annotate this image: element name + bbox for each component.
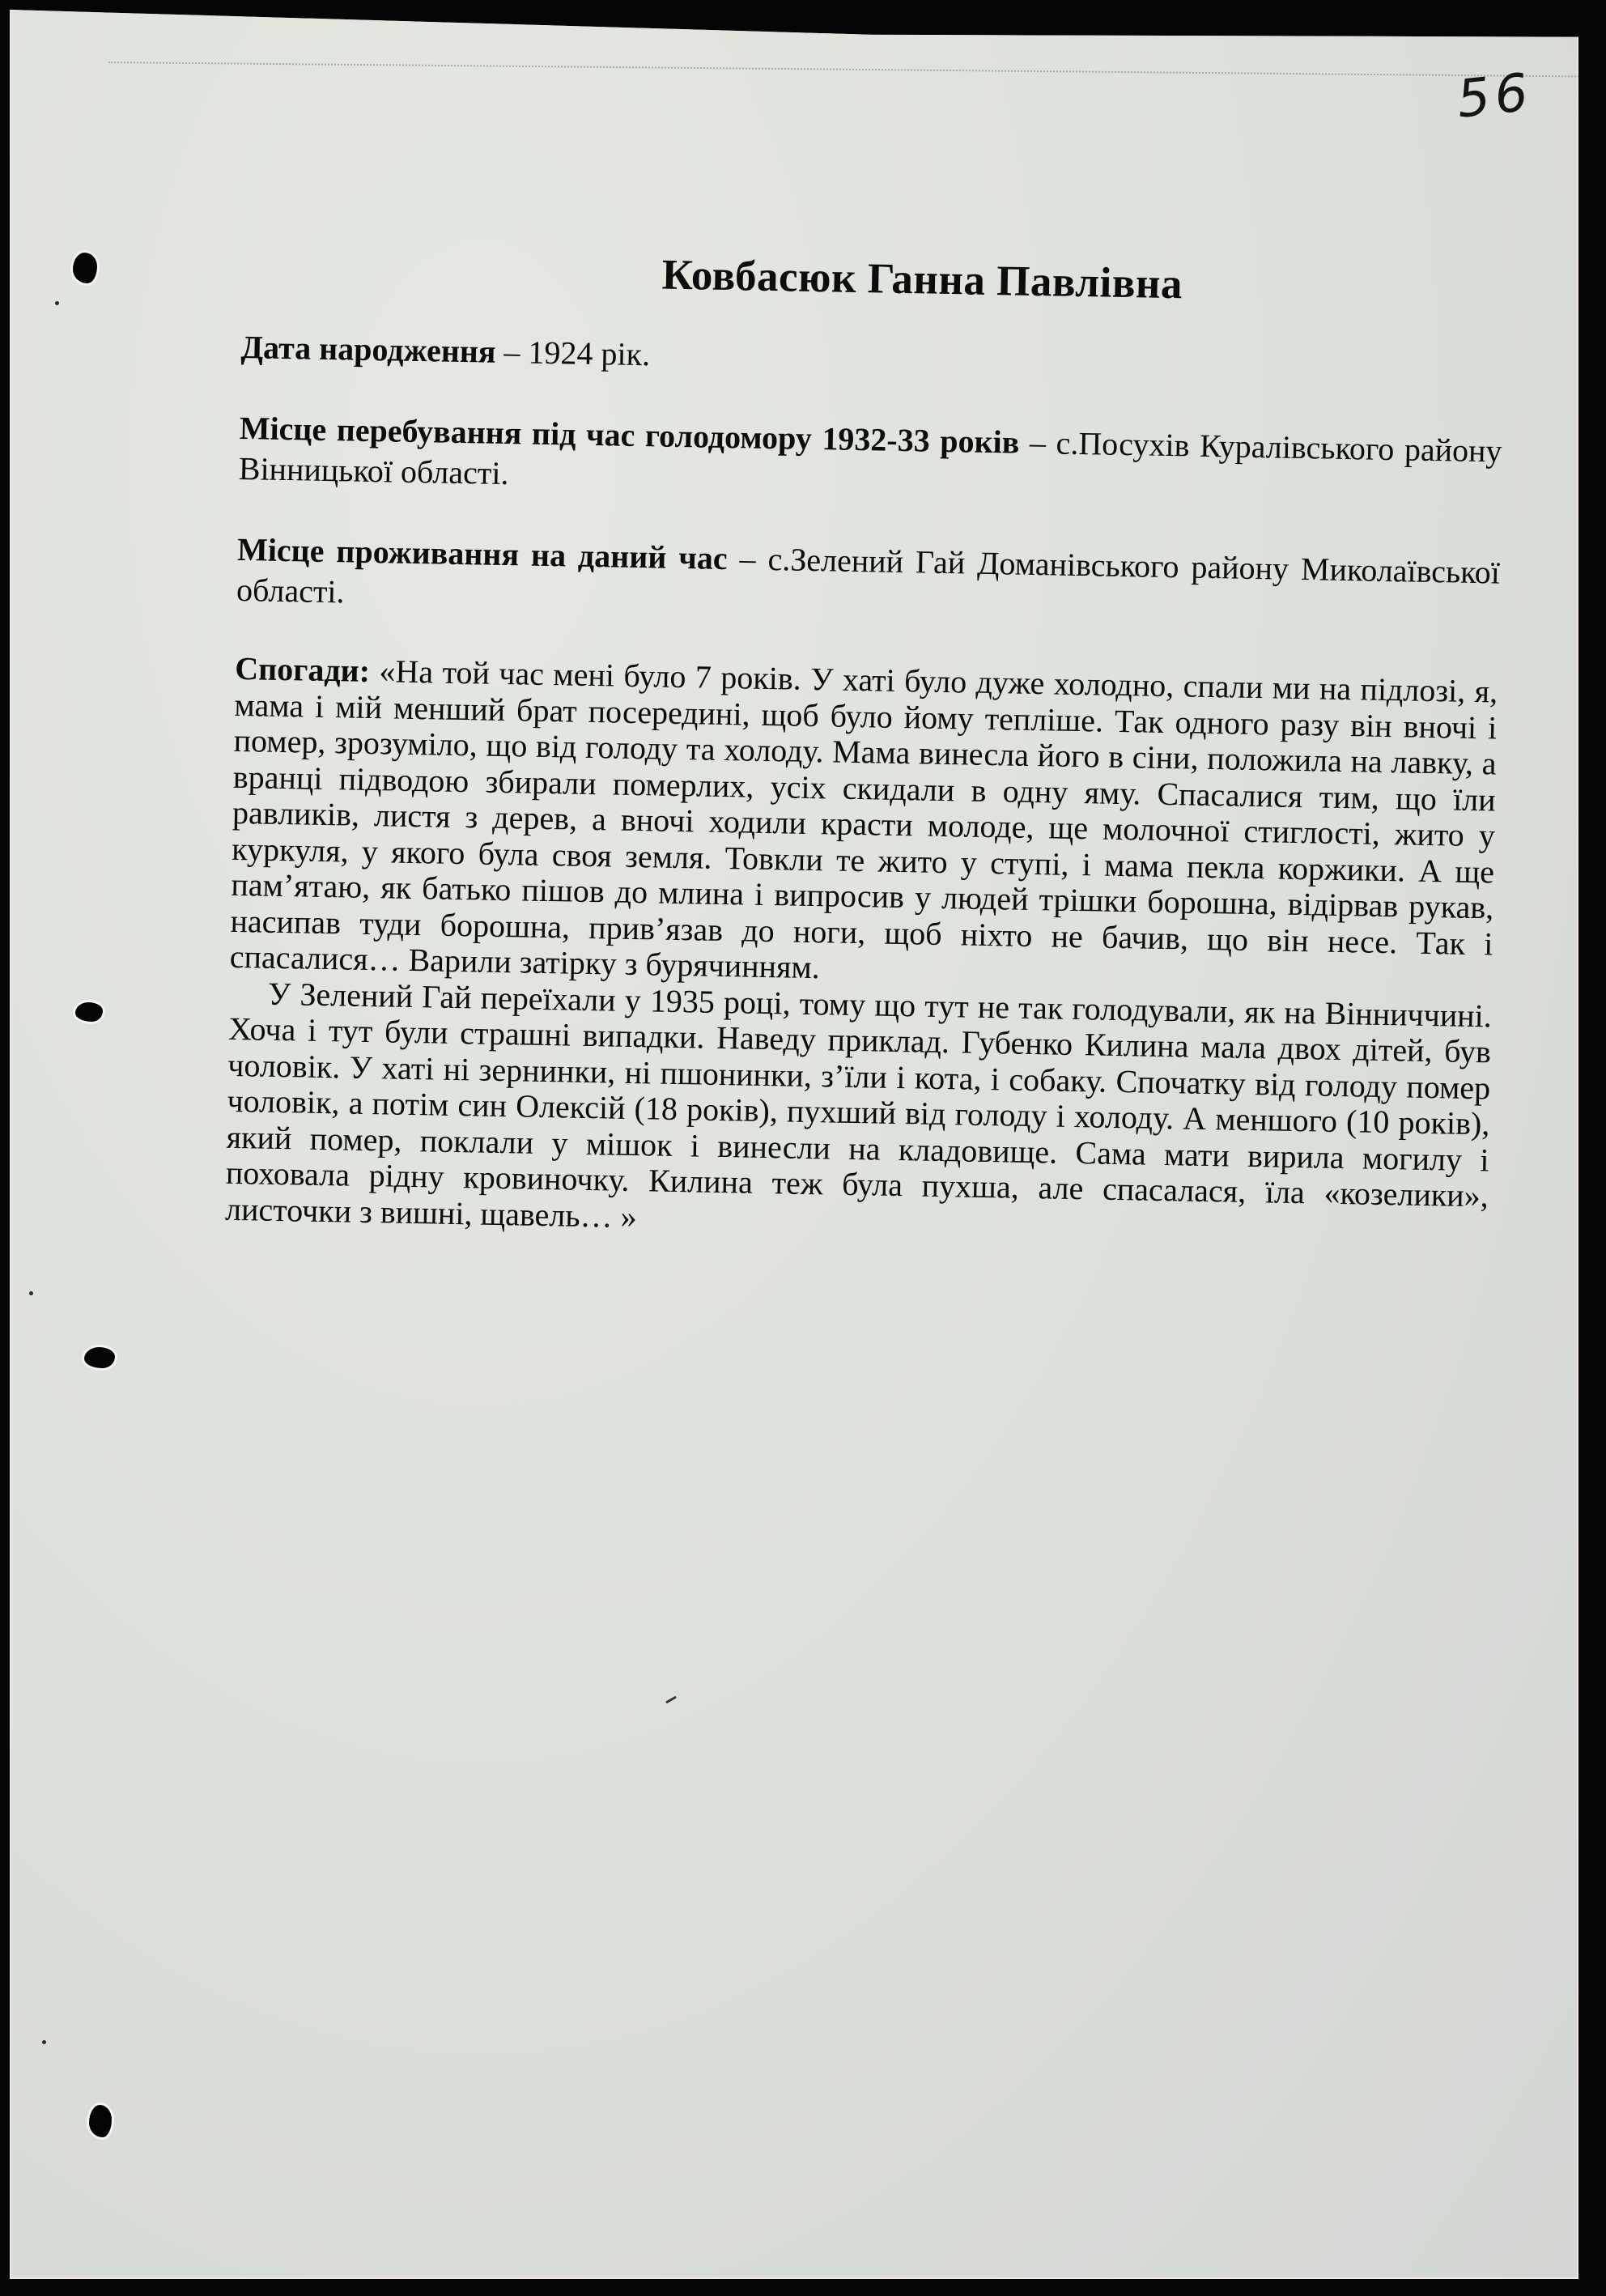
memoir-paragraph: У Зелений Гай переїхали у 1935 році, тому що тут не так голодували, як на Вінниччині. Хоча і тут були страшні випадки. Наведу приклад. Губенко Килина мала двох дітей, був чоловік. У хаті ні зернинки, ні пшонинки, з’їли і кота, і собаку. Спочатку від голоду помер чоловік, а потім син Олексій (18 років), пухший від голоду і холоду. А меншого (10 років), який помер, поклали у мішок і винесли на кладовище. Сама мати вирила могилу і поховала рідну кровиночку. Килина теж була пухша, але спасалася, їла «козелики», листочки з вишні, щавель… » xyxy=(224,975,1493,1235)
memoir-label: Спогади: xyxy=(234,649,371,689)
field-separator: – xyxy=(727,540,769,577)
punch-hole-1 xyxy=(73,253,97,283)
field-separator: – xyxy=(1018,423,1057,461)
field-label: Місце перебування під час голодомору 1932-33 років xyxy=(239,409,1020,461)
document-body xyxy=(225,243,1506,1250)
memoir-paragraph xyxy=(229,651,1498,998)
top-dotted-rule xyxy=(108,62,1598,78)
field-label: Місце проживання на даний час xyxy=(236,530,729,577)
paper-speck xyxy=(55,301,59,305)
paper-speck xyxy=(29,1291,33,1295)
field-separator: – xyxy=(495,333,529,371)
paper-speck xyxy=(42,2040,46,2044)
field-value: с.Зелений Гай Доманівського району Миколаївської області. xyxy=(236,540,1501,610)
punch-hole-3 xyxy=(84,1347,115,1368)
memoir-section xyxy=(225,651,1498,1250)
document-title: Ковбасюк Ганна Павлівна xyxy=(661,251,1183,308)
memoir-text: «На той час мені було 7 років. У хаті було дуже холодно, спали ми на підлозі, я, мама і мій менший брат посередині, щоб було йому тепліше. Так одного разу він вночі і помер, зрозуміло, що від голоду та холоду. Мама винесла його в сіни, положила на лавку, а вранці підводою збирали померлих, усіх скидали в одну яму. Спасалися тим, що їли равликів, листя з дерев, а вночі ходили красти молоде, ще молочної стиглості, жито у куркуля, у якого була своя земля. Товкли те жито у ступі, і мама пекла коржики. А ще пам’ятаю, як батько пішов до млина і випросив у людей трішки борошна, відірвав рукав, насипав туди борошна, прив’язав до ноги, щоб ніхто не бачив, що він несе. Так і спасалися… Варили затірку з бурячинням. xyxy=(229,652,1498,986)
field-famine-residence xyxy=(238,408,1502,512)
field-current-residence xyxy=(236,529,1501,634)
field-value: с.Посухів Куралівського району Вінницької області. xyxy=(238,424,1502,492)
field-value: 1924 рік. xyxy=(528,334,651,373)
punch-hole-2 xyxy=(75,1002,103,1022)
handwritten-page-number: 56 xyxy=(1454,62,1536,130)
field-label: Дата народження xyxy=(240,328,496,370)
field-birth-date xyxy=(240,327,1504,391)
punch-hole-4 xyxy=(89,2105,112,2137)
